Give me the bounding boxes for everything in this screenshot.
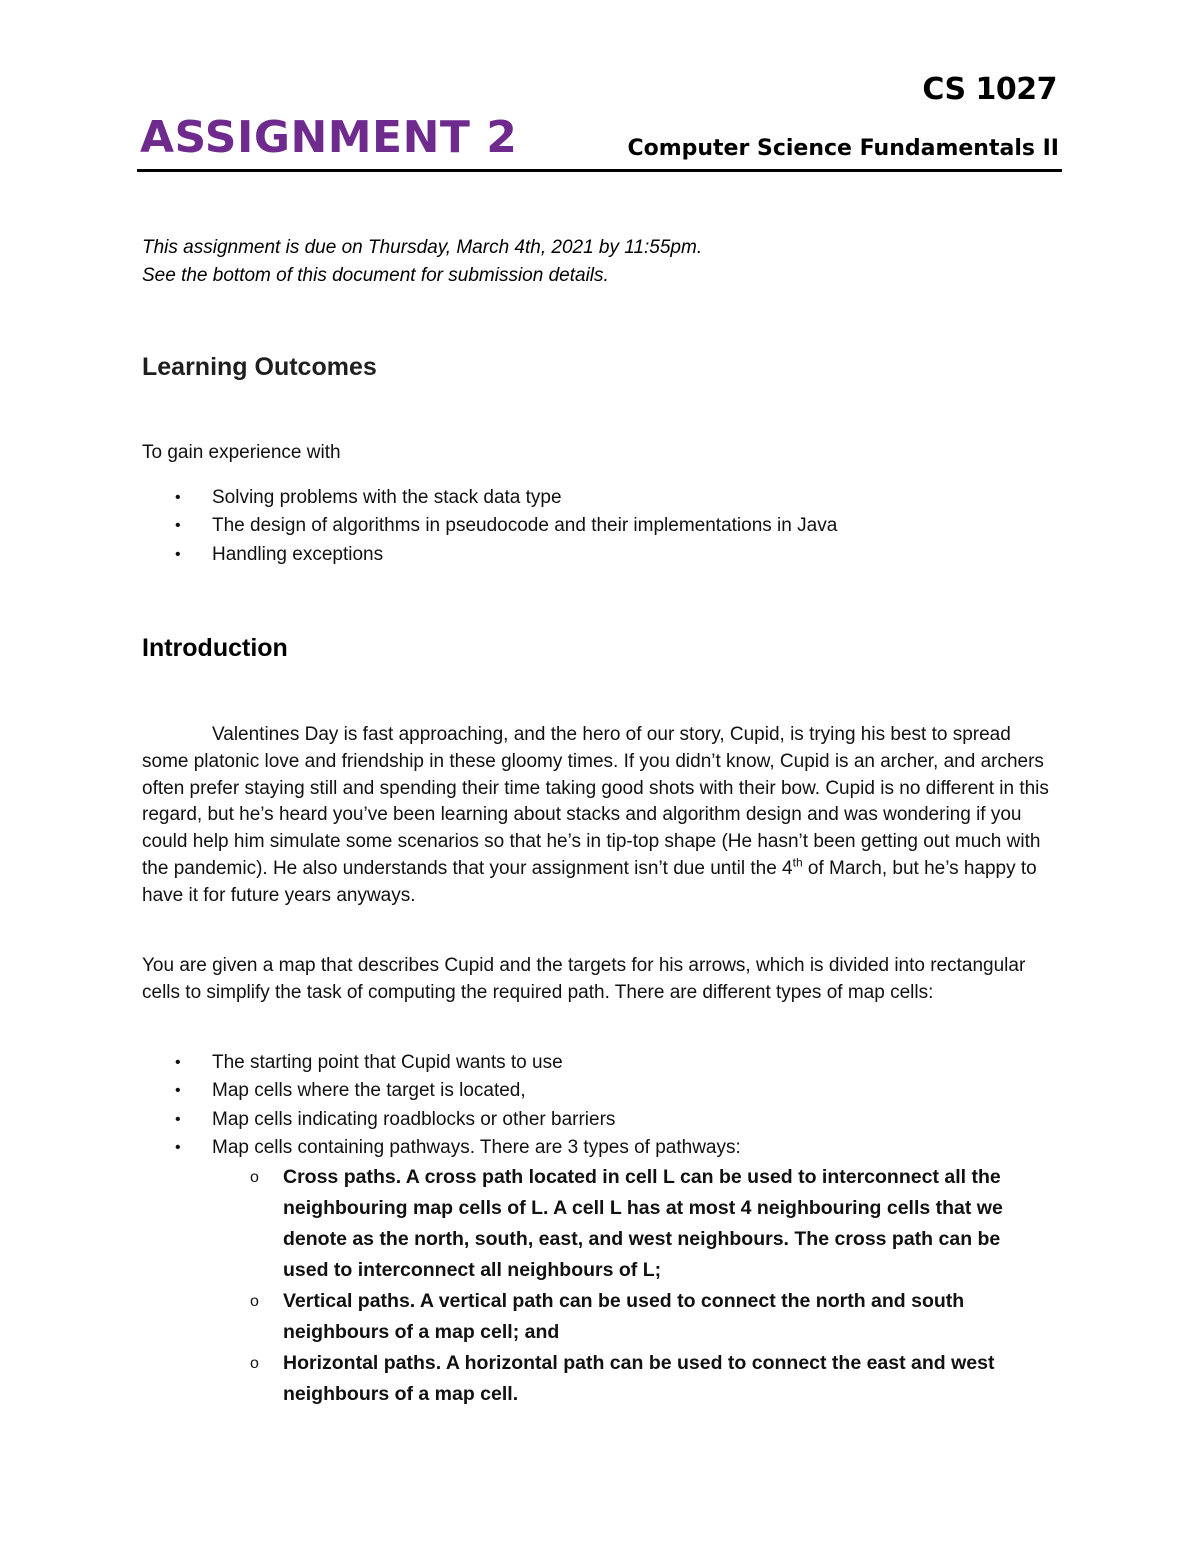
list-item: o Cross paths. A cross path located in cell L can be used to interconnect all the neighbouring map cells of L. A cell L has at most 4 neighbouring cells that we denote as the north, south, east, and west neighbours. The cross path can be used to interconnect all neighbours of L;: [244, 1162, 1044, 1286]
list-item: • Handling exceptions: [142, 541, 1062, 569]
ordinal-suffix: th: [792, 855, 803, 870]
pathway-types-list: [244, 1162, 1044, 1410]
learning-outcomes-list: [142, 484, 1062, 569]
circle-bullet-icon: o: [250, 1355, 259, 1372]
list-item: • Map cells indicating roadblocks or other barriers: [142, 1106, 1062, 1134]
circle-bullet-icon: o: [250, 1169, 259, 1186]
bullet-icon: •: [175, 1110, 181, 1128]
bullet-icon: •: [175, 1138, 181, 1156]
list-item: • The starting point that Cupid wants to use: [142, 1049, 1062, 1077]
course-subtitle: Computer Science Fundamentals II: [627, 136, 1059, 161]
list-item: • Solving problems with the stack data type: [142, 484, 1062, 512]
learning-outcomes-intro: To gain experience with: [142, 442, 341, 463]
bullet-icon: •: [175, 489, 181, 506]
list-item: o Vertical paths. A vertical path can be used to connect the north and south neighbours of a map cell; and: [244, 1286, 1044, 1348]
header-rule: [137, 169, 1062, 172]
introduction-heading: Introduction: [142, 634, 288, 662]
course-code: CS 1027: [922, 72, 1057, 107]
list-item: • Map cells containing pathways. There are 3 types of pathways:: [142, 1134, 1062, 1162]
cell-types-list: [142, 1049, 1062, 1162]
bullet-icon: •: [175, 517, 181, 535]
learning-outcomes-heading: Learning Outcomes: [142, 353, 377, 381]
bullet-icon: •: [175, 1054, 181, 1071]
introduction-paragraph: Valentines Day is fast approaching, and the hero of our story, Cupid, is trying his best to spread some platonic love and friendship in these gloomy times. If you didn’t know, Cupid is an archer, and archers often prefer staying still and spending their time taking good shots with their bow. Cupid is no different in this regard, but he’s heard you’ve been learning about stacks and algorithm design and was wondering if you could help him simulate some scenarios so that he’s in tip-top shape (He hasn’t been getting out much with the pandemic). He also understands that your assignment isn’t due until the 4th of March, but he’s happy to have it for future years anyways.: [142, 724, 1049, 906]
map-description-paragraph: You are given a map that describes Cupid and the targets for his arrows, which is divided into rectangular cells to simplify the task of computing the required path. There are different types of map cells:: [142, 955, 1026, 1003]
bullet-icon: •: [175, 545, 181, 563]
assignment-title: ASSIGNMENT 2: [140, 112, 518, 163]
due-line: This assignment is due on Thursday, March 4th, 2021 by 11:55pm.: [142, 237, 703, 258]
list-item: o Horizontal paths. A horizontal path can be used to connect the east and west neighbours of a map cell.: [244, 1348, 1044, 1410]
bullet-icon: •: [175, 1082, 181, 1100]
circle-bullet-icon: o: [250, 1293, 259, 1310]
submission-note: See the bottom of this document for submission details.: [142, 265, 609, 286]
due-notice: [142, 234, 702, 290]
list-item: • Map cells where the target is located,: [142, 1077, 1062, 1105]
list-item: • The design of algorithms in pseudocode and their implementations in Java: [142, 512, 1062, 540]
